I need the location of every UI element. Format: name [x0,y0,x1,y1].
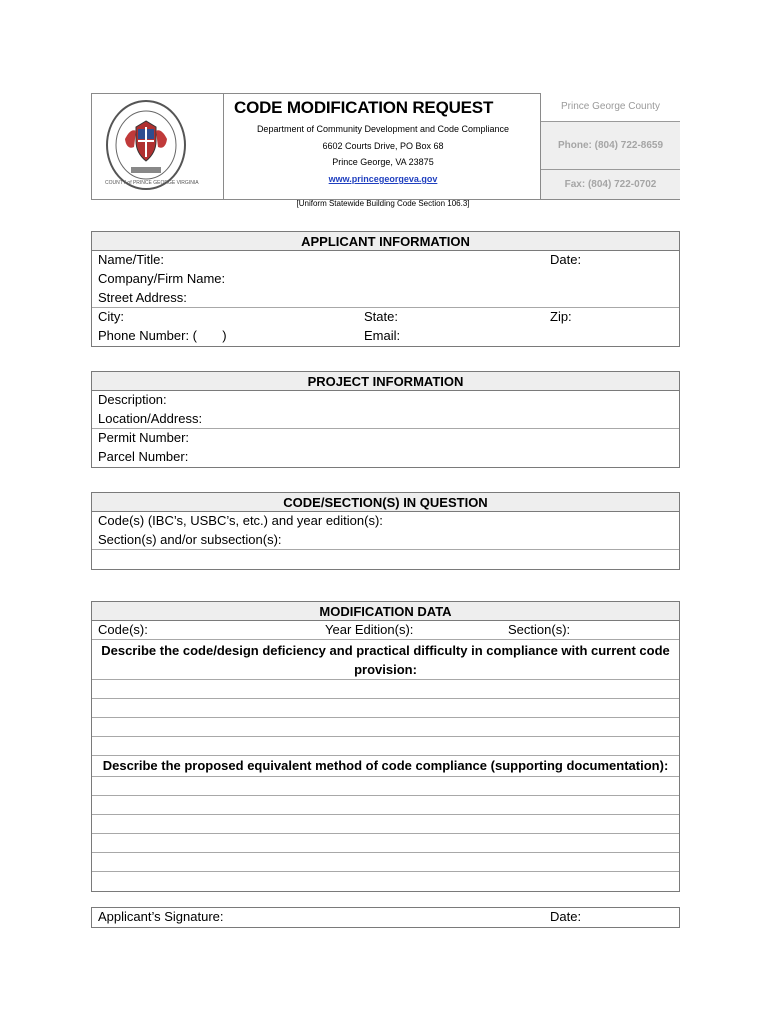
county-name: Prince George County [541,93,680,121]
street-label: Street Address: [98,290,187,305]
proposed-line-6[interactable] [92,872,679,891]
permit-row[interactable] [92,429,679,448]
contact-panel [540,93,680,200]
street-row[interactable] [92,289,679,308]
modification-heading: MODIFICATION DATA [92,602,679,621]
phone-number: Phone: (804) 722-8659 [541,122,680,169]
seal-text: COUNTY of PRINCE GEORGE VIRGINIA [105,180,199,186]
deficiency-line-2[interactable] [92,699,679,718]
description-row[interactable] [92,391,679,410]
codes-heading: CODE/SECTION(S) IN QUESTION [92,493,679,512]
proposed-line-3[interactable] [92,815,679,834]
mod-codes-label: Code(s): [98,622,148,637]
modification-codes-row[interactable] [92,621,679,640]
website-wrap [228,174,538,184]
department-name: Department of Community Development and Code Compliance [256,124,510,134]
deficiency-label: Describe the code/design deficiency and practical difficulty in compliance with current code provision: [92,640,679,680]
mod-year-label: Year Edition(s): [325,622,414,637]
fax-number: Fax: (804) 722-0702 [541,170,680,199]
applicant-section [91,231,680,347]
sections-label: Section(s) and/or subsection(s): [98,532,282,547]
parcel-row[interactable] [92,448,679,467]
zip-label: Zip: [550,309,572,324]
page-title: CODE MODIFICATION REQUEST [234,98,494,117]
sections-row[interactable] [92,531,679,550]
project-heading: PROJECT INFORMATION [92,372,679,391]
permit-label: Permit Number: [98,430,190,445]
signature-label: Applicant’s Signature: [98,909,224,924]
usbc-reference: [Uniform Statewide Building Code Section 106.3] [296,199,470,208]
signature-row[interactable] [92,908,679,927]
deficiency-line-4[interactable] [92,737,679,756]
website-link[interactable]: www.princegeorgeva.gov [328,174,438,184]
county-seal-icon [105,99,199,191]
location-label: Location/Address: [98,411,203,426]
deficiency-line-3[interactable] [92,718,679,737]
proposed-label: Describe the proposed equivalent method of code compliance (supporting documentation): [92,756,679,777]
description-label: Description: [98,392,167,407]
company-label: Company/Firm Name: [98,271,226,286]
codes-blank-row[interactable] [92,550,679,569]
company-row[interactable] [92,270,679,289]
name-row[interactable] [92,251,679,270]
location-row[interactable] [92,410,679,429]
phone-row[interactable] [92,327,679,346]
mod-sections-label: Section(s): [508,622,571,637]
project-section [91,371,680,468]
modification-section [91,601,680,892]
department-city: Prince George, VA 23875 [332,157,434,167]
codes-label: Code(s) (IBC’s, USBC’s, etc.) and year edition(s): [98,513,383,528]
phone-label: Phone Number: ( ) [98,328,227,343]
proposed-line-2[interactable] [92,796,679,815]
deficiency-line-1[interactable] [92,680,679,699]
date-label: Date: [550,252,582,267]
department-address: 6602 Courts Drive, PO Box 68 [322,141,444,151]
proposed-line-4[interactable] [92,834,679,853]
state-label: State: [364,309,398,324]
codes-row[interactable] [92,512,679,531]
name-label: Name/Title: [98,252,164,267]
proposed-line-1[interactable] [92,777,679,796]
signature-section [91,907,680,928]
proposed-line-5[interactable] [92,853,679,872]
parcel-label: Parcel Number: [98,449,189,464]
applicant-heading: APPLICANT INFORMATION [92,232,679,251]
city-row[interactable] [92,308,679,327]
city-label: City: [98,309,124,324]
signature-date-label: Date: [550,909,582,924]
email-label: Email: [364,328,401,343]
codes-section [91,492,680,570]
